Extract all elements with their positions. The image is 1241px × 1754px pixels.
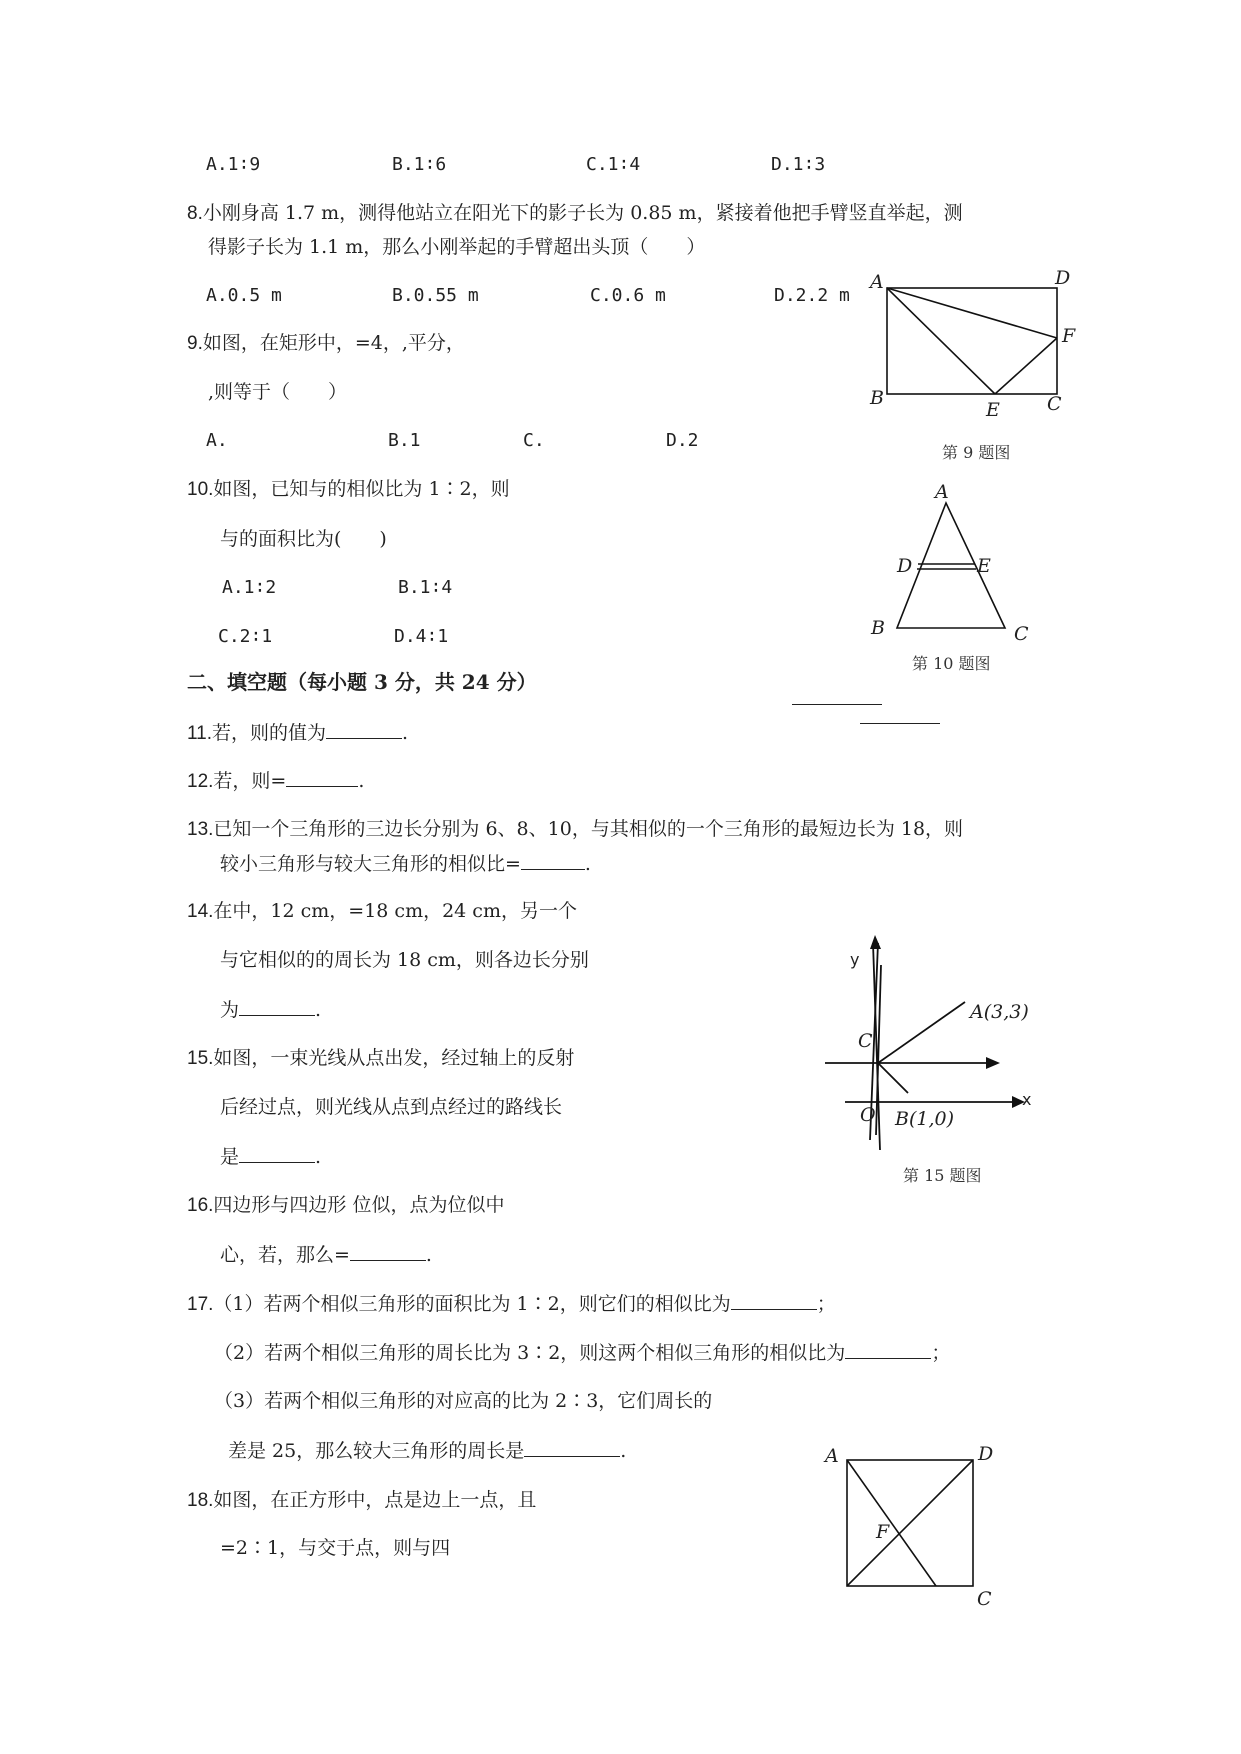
q14-line3: [220, 997, 321, 1022]
q10-option-d: D.4∶1: [394, 626, 449, 647]
q17-part2-end: ；: [931, 1342, 951, 1364]
q9-stem-line1: [187, 331, 465, 356]
q15-end: .: [315, 1146, 322, 1168]
q13-answer-blank[interactable]: [521, 851, 585, 870]
q18-segment-d-to-bottom: [847, 1460, 973, 1586]
q9-option-c: C.: [523, 430, 545, 451]
q11: [187, 720, 408, 746]
q10-text-line1: 如图，已知与的相似比为 1∶2，则: [213, 478, 510, 500]
q15-ray-to-b: [878, 1063, 908, 1093]
q16-text-line1: 四边形与四边形 位似，点为位似中: [213, 1194, 505, 1216]
q8-stem-line1: [187, 201, 963, 226]
q9-figure-caption: 第 9 题图: [942, 443, 1011, 462]
q13-line2: [220, 851, 591, 876]
q7-option-a: A.1∶9: [206, 154, 261, 175]
q15-answer-blank[interactable]: [239, 1144, 315, 1163]
q15-label-b: B(1,0): [895, 1108, 955, 1130]
q17-part1-text: （1）若两个相似三角形的面积比为 1∶2，则它们的相似比为: [213, 1293, 731, 1315]
q10-label-b: B: [871, 617, 885, 639]
q12: [187, 768, 364, 794]
q8-text-line2: 得影子长为 1.1 m，那么小刚举起的手臂超出头顶（ ）: [208, 236, 706, 258]
q15-text-line1: 如图，一束光线从点出发，经过轴上的反射: [213, 1047, 575, 1069]
q16-line1: [187, 1193, 504, 1218]
q9-text-line2: ,则等于（ ）: [208, 381, 348, 403]
q18-figure: [820, 1440, 1010, 1610]
q17-part1-end: ；: [816, 1293, 836, 1315]
q9-option-d: D.2: [666, 430, 699, 451]
q10-option-a: A.1∶2: [222, 577, 277, 598]
q15-upper-arrow: [986, 1057, 1000, 1069]
q15-label-x: x: [1022, 1090, 1032, 1109]
q13-line1: [187, 817, 963, 842]
q8-number: 8.: [187, 203, 203, 224]
q13-end: .: [584, 853, 591, 875]
q17-part3-line2: [228, 1438, 626, 1463]
q14-number: 14.: [187, 901, 214, 922]
q18-label-f: F: [876, 1521, 890, 1543]
q10-option-b: B.1∶4: [398, 577, 453, 598]
q14-text-line1: 在中，12 cm，=18 cm，24 cm，另一个: [213, 900, 577, 922]
q10-number: 10.: [187, 479, 214, 500]
stray-line-2: [860, 723, 940, 724]
q15-text-line3: 是: [220, 1146, 240, 1168]
q9-label-b: B: [870, 387, 884, 409]
q12-number: 12.: [187, 771, 214, 792]
q17-part2-blank[interactable]: [845, 1340, 931, 1359]
stray-line-1: [792, 704, 882, 705]
q18-text-line2: =2∶1，与交于点，则与四: [220, 1537, 451, 1559]
q9-segment-ef: [995, 338, 1057, 394]
q8-text-line1: 小刚身高 1.7 m，测得他站立在阳光下的影子长为 0.85 m，紧接着他把手臂竖直举起，测: [202, 202, 963, 224]
q10-label-c: C: [1014, 623, 1029, 645]
q7-option-b: B.1∶6: [392, 154, 447, 175]
q9-rectangle: [887, 288, 1057, 394]
q17-part2: [214, 1340, 950, 1365]
q16-line2: [220, 1242, 432, 1267]
q9-label-c: C: [1047, 393, 1062, 415]
q7-option-d: D.1∶3: [771, 154, 826, 175]
q15-label-a: A(3,3): [970, 1001, 1029, 1023]
q10-text-line2: 与的面积比为( ): [220, 528, 387, 550]
q17-part3-text: （3）若两个相似三角形的对应高的比为 2∶3，它们周长的: [214, 1390, 713, 1412]
q14-end: .: [315, 999, 322, 1021]
q13-text-line1: 已知一个三角形的三边长分别为 6、8、10，与其相似的一个三角形的最短边长为 18，则: [213, 818, 964, 840]
q9-text-line1: 如图，在矩形中，=4，,平分，: [202, 332, 465, 354]
q18-number: 18.: [187, 1490, 214, 1511]
q14-line1: [187, 899, 577, 924]
q8-option-b: B.0.55 m: [392, 285, 479, 306]
q7-option-c: C.1∶4: [586, 154, 641, 175]
q17-part3-text-2: 差是 25，那么较大三角形的周长是: [228, 1440, 525, 1462]
q11-text: 若，则的值为: [212, 722, 327, 744]
q17-part1: [187, 1291, 836, 1317]
q11-number: 11.: [187, 723, 213, 744]
q11-answer-blank[interactable]: [326, 720, 402, 739]
q16-answer-blank[interactable]: [350, 1242, 426, 1261]
q18-diagonal-ac: [847, 1460, 936, 1586]
q15-y-axis-arrow: [870, 935, 881, 949]
q10-stem-line1: [187, 477, 510, 502]
q9-option-a: A.: [206, 430, 228, 451]
q18-label-c: C: [977, 1588, 992, 1610]
q15-figure: [820, 935, 1040, 1165]
q18-line1: [187, 1488, 536, 1513]
q9-figure: [870, 268, 1080, 428]
q13-text-line2: 较小三角形与较大三角形的相似比=: [220, 853, 521, 875]
q12-text: 若，则=: [213, 770, 287, 792]
q15-label-o: O: [860, 1104, 876, 1126]
q15-number: 15.: [187, 1048, 214, 1069]
q12-answer-blank[interactable]: [286, 768, 358, 787]
q9-label-f: F: [1062, 325, 1076, 347]
q18-text-line1: 如图，在正方形中，点是边上一点，且: [213, 1489, 537, 1511]
q15-line3: [220, 1144, 321, 1169]
q18-label-d: D: [978, 1443, 994, 1465]
q10-label-d: D: [897, 555, 913, 577]
q15-text-line2: 后经过点，则光线从点到点经过的路线长: [220, 1096, 563, 1118]
q13-number: 13.: [187, 819, 214, 840]
q17-part2-text: （2）若两个相似三角形的周长比为 3∶2，则这两个相似三角形的相似比为: [214, 1342, 846, 1364]
q18-label-a: A: [825, 1445, 839, 1467]
q14-answer-blank[interactable]: [239, 997, 315, 1016]
q15-label-c: C: [858, 1030, 873, 1052]
q8-option-c: C.0.6 m: [590, 285, 666, 306]
q15-ray-to-a: [878, 1002, 965, 1063]
q17-number: 17.: [187, 1294, 214, 1315]
q14-text-line3: 为: [220, 999, 240, 1021]
q15-line1: [187, 1046, 574, 1071]
q10-label-a: A: [935, 481, 949, 503]
q17-part3-blank[interactable]: [524, 1438, 620, 1457]
q8-option-d: D.2.2 m: [774, 285, 850, 306]
q11-end: .: [402, 722, 409, 744]
q10-option-c: C.2∶1: [218, 626, 273, 647]
q16-number: 16.: [187, 1195, 214, 1216]
q15-figure-caption: 第 15 题图: [903, 1166, 982, 1185]
q10-figure: [870, 478, 1040, 648]
section-2-title: 二、填空题（每小题 3 分，共 24 分）: [187, 670, 537, 694]
q12-end: .: [358, 770, 365, 792]
q17-part3-end: .: [620, 1440, 627, 1462]
q9-label-d: D: [1055, 267, 1071, 289]
q9-label-a: A: [870, 271, 884, 293]
q16-text-line2: 心，若，那么=: [220, 1244, 350, 1266]
q15-label-y: y: [850, 950, 860, 969]
q9-number: 9.: [187, 333, 203, 354]
q10-label-e: E: [977, 555, 991, 577]
q17-part1-blank[interactable]: [731, 1291, 817, 1310]
q16-end: .: [425, 1244, 432, 1266]
q9-label-e: E: [986, 399, 1000, 421]
q9-option-b: B.1: [388, 430, 421, 451]
q10-figure-caption: 第 10 题图: [912, 654, 991, 673]
q8-option-a: A.0.5 m: [206, 285, 282, 306]
q14-text-line2: 与它相似的的周长为 18 cm，则各边长分别: [220, 949, 589, 971]
